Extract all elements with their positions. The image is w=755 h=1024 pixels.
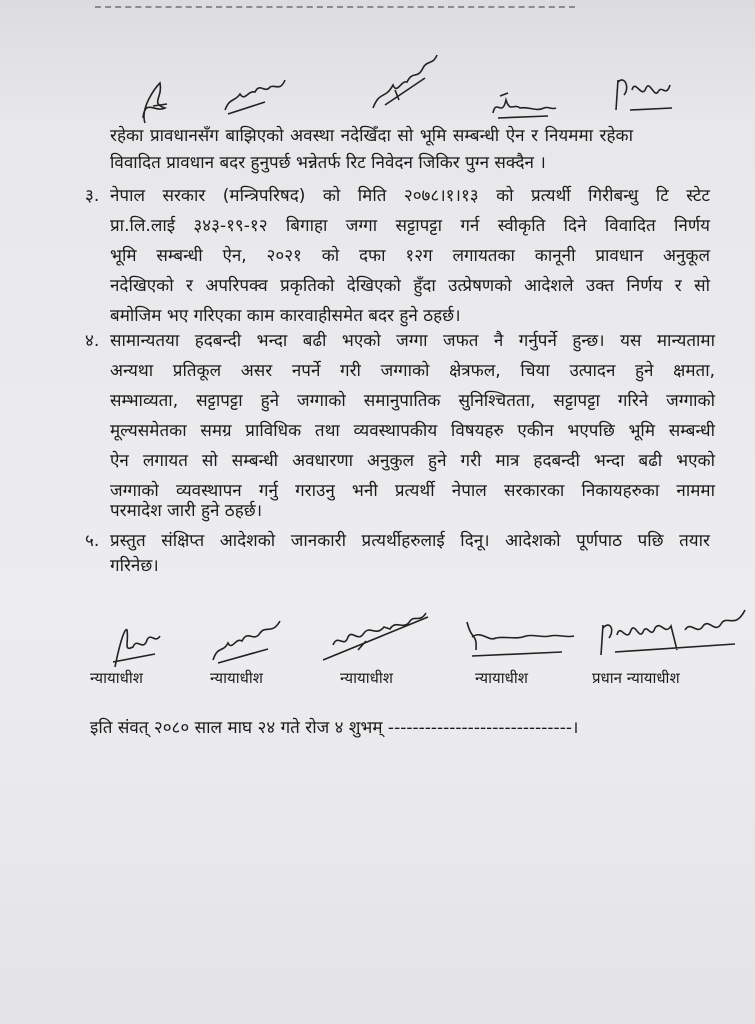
item-4-number: ४.	[85, 331, 100, 351]
closing-line: इति संवत् २०८० साल माघ २४ गते रोज ४ शुभम् ------------------------------।	[90, 718, 579, 738]
signature-1-top	[135, 78, 175, 128]
signature-1-bottom	[105, 622, 165, 672]
signature-2-top	[220, 72, 290, 117]
item-5-line-2: गरिनेछ।	[110, 556, 159, 576]
signature-4-top	[488, 88, 558, 123]
signatory-title-5: प्रधान न्यायाधीश	[592, 669, 680, 687]
item-4-line-5: ऐन लगायत सो सम्बन्धी अवधारणा अनुकुल हुने गरी मात्र हदबन्दी भन्दा बढी भएको	[110, 451, 715, 471]
signature-5-top	[610, 70, 680, 115]
item-5-number: ५.	[85, 531, 100, 551]
item-4-line-2: अन्यथा प्रतिकूल असर नपर्ने गरी जग्गाको क्षेत्रफल, चिया उत्पादन हुने क्षमता,	[110, 361, 715, 381]
continuation-line-2: विवादित प्रावधान बदर हुनुपर्छ भन्नेतर्फ रिट निवेदन जिकिर पुग्न सक्दैन ।	[110, 153, 546, 173]
item-4-line-7: परमादेश जारी हुने ठहर्छ।	[110, 501, 263, 521]
signatory-title-3: न्यायाधीश	[340, 669, 393, 687]
signatory-title-1: न्यायाधीश	[90, 669, 143, 687]
item-3-number: ३.	[85, 186, 100, 206]
signatory-title-4: न्यायाधीश	[475, 669, 528, 687]
item-3-line-2: प्रा.लि.लाई ३४३-१९-१२ बिगाहा जग्गा सट्टापट्टा गर्न स्वीकृति दिने विवादित निर्णय	[110, 216, 710, 236]
item-3-line-5: बमोजिम भए गरिएका काम कारवाहीसमेत बदर हुने ठहर्छ।	[110, 306, 461, 326]
top-dashed-line	[95, 6, 575, 8]
item-3-line-3: भूमि सम्बन्धी ऐन, २०२१ को दफा १२ग लगायतका कानूनी प्रावधान अनुकूल	[110, 246, 710, 266]
signatory-title-2: न्यायाधीश	[210, 669, 263, 687]
item-3-line-1: नेपाल सरकार (मन्त्रिपरिषद) को मिति २०७८।१।१३ को प्रत्यर्थी गिरीबन्धु टि स्टेट	[110, 186, 710, 206]
item-4-line-6: जग्गाको व्यवस्थापन गर्नु गराउनु भनी प्रत्यर्थी नेपाल सरकारका निकायहरुका नाममा	[110, 481, 715, 501]
signature-3-top	[365, 50, 445, 115]
signature-2-bottom	[208, 615, 288, 665]
continuation-line-1: रहेका प्रावधानसँग बाझिएको अवस्था नदेखिँदा सो भूमि सम्बन्धी ऐन र नियममा रहेका	[110, 126, 633, 146]
item-4-line-3: सम्भाव्यता, सट्टापट्टा हुने जग्गाको समानुपातिक सुनिश्चितता, सट्टापट्टा गरिने जग्गाको	[110, 391, 715, 411]
item-3-line-4: नदेखिएको र अपरिपक्व प्रकृतिको देखिएको हुँदा उत्प्रेषणको आदेशले उक्त निर्णय र सो	[110, 276, 710, 296]
item-4-line-1: सामान्यतया हदबन्दी भन्दा बढी भएको जग्गा जफत नै गर्नुपर्ने हुन्छ। यस मान्यतामा	[110, 331, 715, 351]
signature-4-bottom	[462, 612, 580, 662]
signature-3-bottom	[318, 605, 433, 665]
item-4-line-4: मूल्यसमेतका समग्र प्राविधिक तथा व्यवस्थापकीय विषयहरु एकीन भएपछि भूमि सम्बन्धी	[110, 421, 715, 441]
item-5-line-1: प्रस्तुत संक्षिप्त आदेशको जानकारी प्रत्यर्थीहरुलाई दिनू। आदेशको पूर्णपाठ पछि तयार	[110, 531, 710, 551]
signature-5-bottom	[595, 600, 753, 660]
